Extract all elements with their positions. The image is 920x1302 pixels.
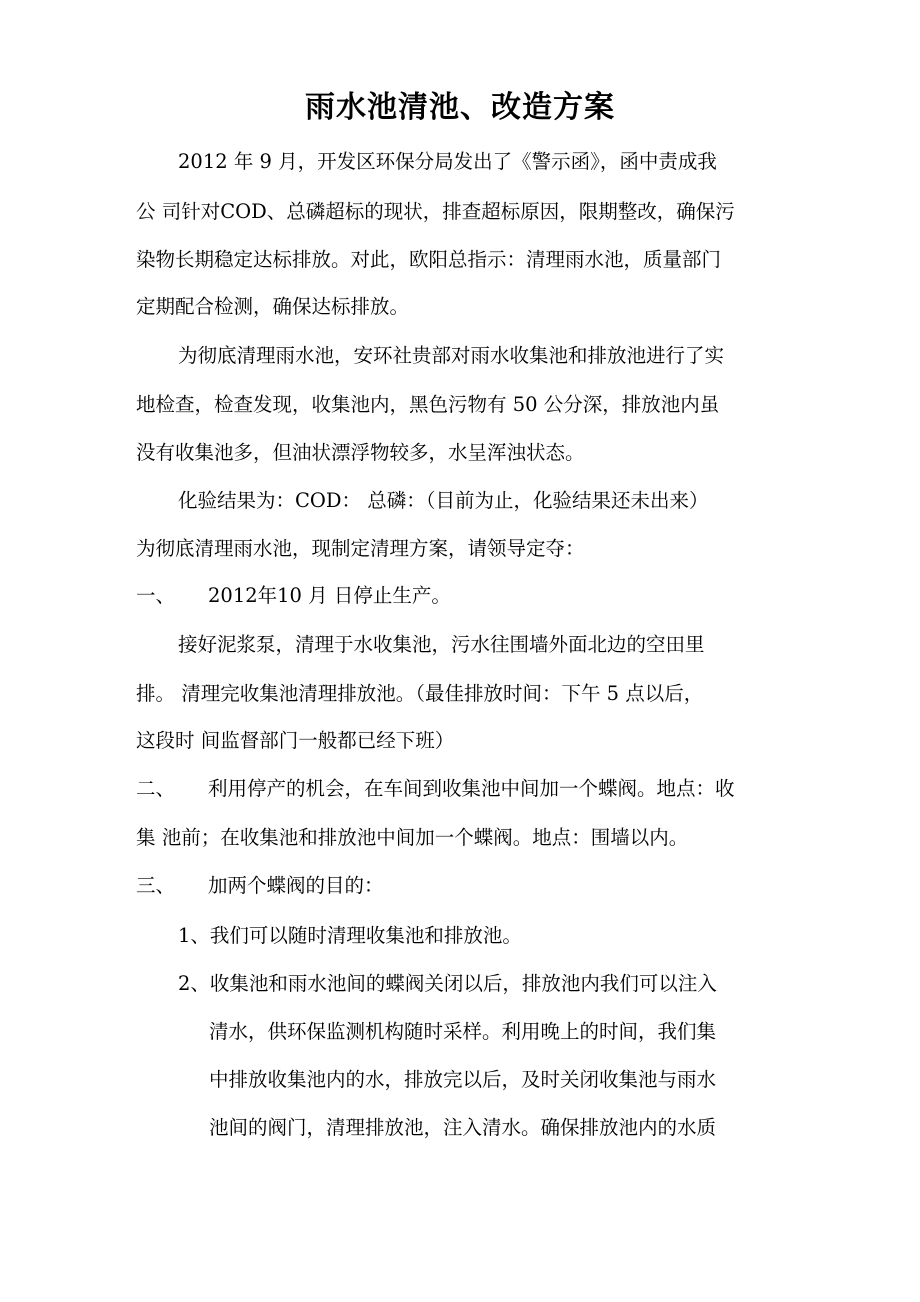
paragraph-line: 2012 年 9 月，开发区环保分局发出了《警示函》，函中责成我	[178, 150, 717, 173]
section-three	[136, 876, 384, 896]
paragraph-line: 排。 清理完收集池清理排放池。（最佳排放时间：下午 5 点以后，	[136, 682, 704, 705]
paragraph-line: 化验结果为：COD： 总磷：（目前为止，化验结果还未出来）	[178, 489, 709, 512]
section-text: 2012年10 月 日停止生产。	[208, 584, 451, 607]
list-item: 2、收集池和雨水池间的蝶阀关闭以后，排放池内我们可以注入	[178, 972, 717, 995]
list-item: 1、我们可以随时清理收集池和排放池。	[178, 924, 522, 947]
section-number: 三、	[136, 874, 176, 897]
list-item-continuation: 清水，供环保监测机构随时采样。利用晚上的时间，我们集	[209, 1020, 717, 1043]
paragraph-line: 地检查，检查发现，收集池内，黑色污物有 50 公分深，排放池内虽	[136, 393, 720, 416]
paragraph-line: 接好泥浆泵，清理于水收集池，污水往围墙外面北边的空田里	[178, 633, 705, 656]
paragraph-line: 这段时 间监督部门一般都已经下班）	[136, 729, 455, 752]
section-one	[136, 586, 451, 606]
section-text: 利用停产的机会，在车间到收集池中间加一个蝶阀。地点：收	[208, 777, 735, 800]
paragraph-line: 定期配合检测，确保达标排放。	[136, 295, 410, 318]
section-number: 一、	[136, 584, 176, 607]
paragraph-line: 为彻底清理雨水池，安环社贵部对雨水收集池和排放池进行了实	[178, 344, 725, 367]
list-item-continuation: 池间的阀门，清理排放池，注入清水。确保排放池内的水质	[209, 1116, 717, 1139]
paragraph-line: 没有收集池多，但油状漂浮物较多，水呈浑浊状态。	[136, 441, 585, 464]
paragraph-line: 公 司针对COD、总磷超标的现状，排查超标原因，限期整改，确保污	[136, 200, 735, 223]
paragraph-line: 染物长期稳定达标排放。对此，欧阳总指示：清理雨水池，质量部门	[136, 248, 722, 271]
paragraph-line: 集 池前；在收集池和排放池中间加一个蝶阀。地点：围墙以内。	[136, 826, 689, 849]
section-number: 二、	[136, 777, 176, 800]
section-text: 加两个蝶阀的目的：	[208, 874, 384, 897]
list-item-continuation: 中排放收集池内的水，排放完以后，及时关闭收集池与雨水	[209, 1068, 717, 1091]
document-title: 雨水池清池、改造方案	[305, 90, 615, 125]
section-two	[136, 779, 735, 799]
paragraph-line: 为彻底清理雨水池，现制定清理方案，请领导定夺：	[136, 537, 585, 560]
